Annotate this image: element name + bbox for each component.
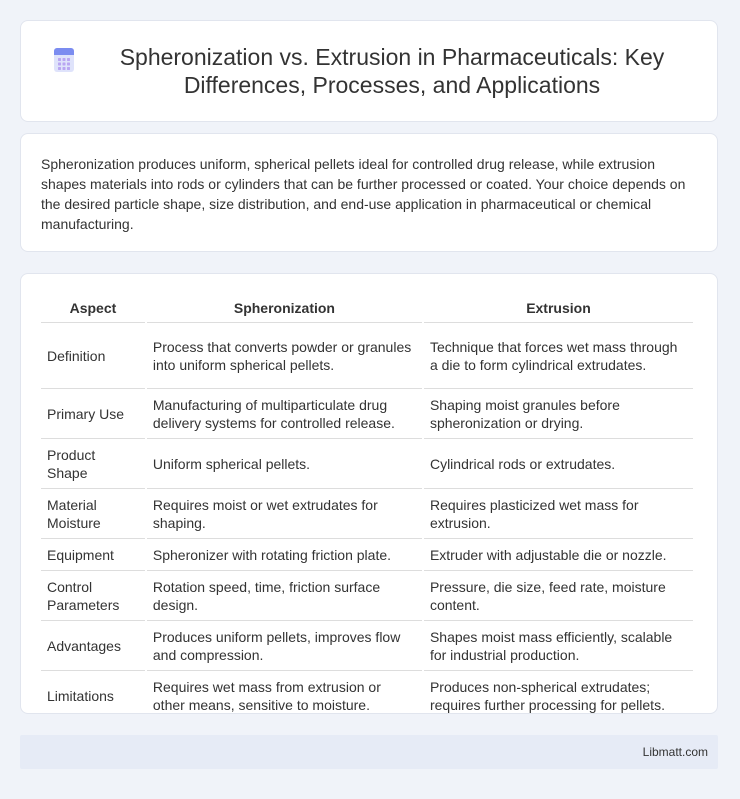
extrusion-cell: Extruder with adjustable die or nozzle.: [424, 539, 693, 571]
extrusion-cell: Shaping moist granules before spheronization or drying.: [424, 389, 693, 439]
table-row: [41, 571, 693, 621]
spheronization-cell: Uniform spherical pellets.: [147, 439, 422, 489]
spheronization-cell: Process that converts powder or granules into uniform spherical pellets.: [147, 323, 422, 389]
extrusion-cell: Requires plasticized wet mass for extrusion.: [424, 489, 693, 539]
header-extrusion: Extrusion: [424, 294, 693, 323]
summary-card: [20, 133, 718, 252]
table-row: [41, 671, 693, 720]
extrusion-cell: Technique that forces wet mass through a die to form cylindrical extrudates.: [424, 323, 693, 389]
aspect-cell: Material Moisture: [41, 489, 145, 539]
table-row: [41, 621, 693, 671]
footer: [20, 735, 718, 769]
aspect-cell: Advantages: [41, 621, 145, 671]
table-row: [41, 539, 693, 571]
spheronization-cell: Manufacturing of multiparticulate drug delivery systems for controlled release.: [147, 389, 422, 439]
extrusion-cell: Shapes moist mass efficiently, scalable for industrial production.: [424, 621, 693, 671]
spheronization-cell: Requires moist or wet extrudates for shaping.: [147, 489, 422, 539]
table-header-row: [41, 294, 693, 323]
aspect-cell: Primary Use: [41, 389, 145, 439]
footer-brand[interactable]: Libmatt.com: [642, 745, 708, 759]
calculator-icon: [51, 47, 77, 73]
extrusion-cell: Pressure, die size, feed rate, moisture content.: [424, 571, 693, 621]
aspect-cell: Control Parameters: [41, 571, 145, 621]
aspect-cell: Limitations: [47, 688, 114, 704]
spheronization-cell: Produces uniform pellets, improves flow and compression.: [147, 621, 422, 671]
extrusion-cell: Produces non-spherical extrudates; requires further processing for pellets.: [429, 679, 665, 713]
table-row: [41, 439, 693, 489]
extrusion-cell: Cylindrical rods or extrudates.: [424, 439, 693, 489]
aspect-cell: Product Shape: [41, 439, 145, 489]
summary-text: Spheronization produces uniform, spherical pellets ideal for controlled drug release, while extrusion shapes materials into rods or cylinders that can be further processed or coated. Your choice depends on the desired particle shape, size distribution, and end-use application in pharmaceutical or chemical manufacturing.: [41, 156, 686, 232]
table-row: [41, 489, 693, 539]
spheronization-cell: Rotation speed, time, friction surface design.: [147, 571, 422, 621]
comparison-table-card: [20, 273, 718, 714]
header-aspect: Aspect: [41, 294, 145, 323]
title-card: [20, 20, 718, 122]
aspect-cell: Equipment: [41, 539, 145, 571]
page-title: Spheronization vs. Extrusion in Pharmaceuticals: Key Differences, Processes, and Applications: [119, 44, 665, 98]
comparison-table: [39, 294, 695, 720]
table-row: [41, 323, 693, 389]
spheronization-cell: Spheronizer with rotating friction plate.: [147, 539, 422, 571]
header-spheronization: Spheronization: [147, 294, 422, 323]
spheronization-cell: Requires wet mass from extrusion or other means, sensitive to moisture.: [152, 679, 381, 713]
aspect-cell: Definition: [41, 323, 145, 389]
table-row: [41, 389, 693, 439]
